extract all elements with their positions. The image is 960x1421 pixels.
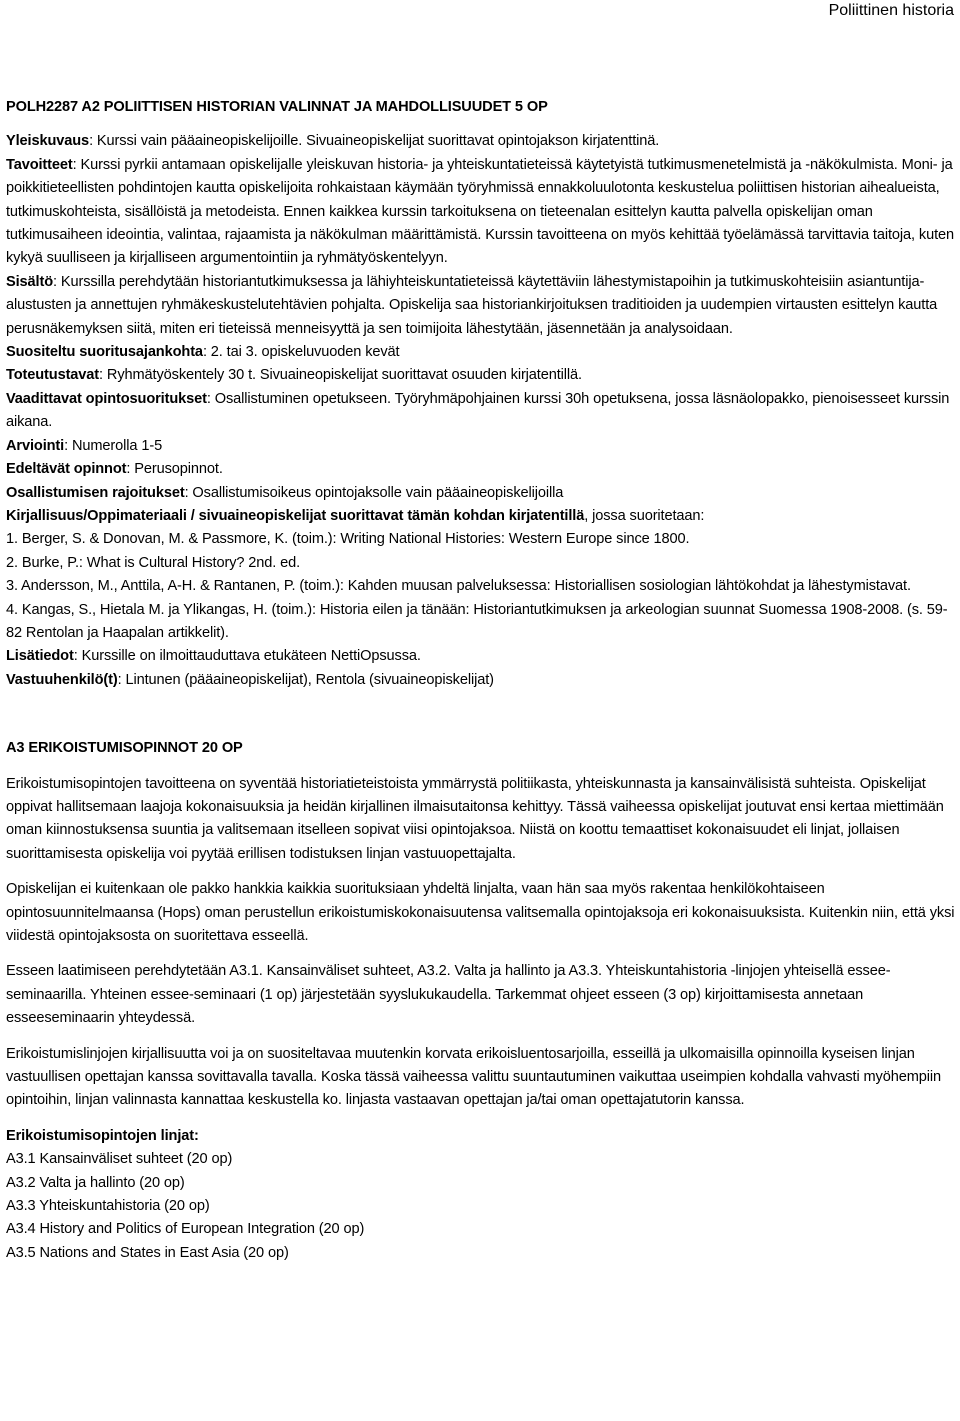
field-label: Vaadittavat opintosuoritukset (6, 390, 207, 407)
track-item: A3.4 History and Politics of European Integration (20 op) (6, 1221, 365, 1238)
section-title: A3 ERIKOISTUMISOPINNOT 20 OP (6, 740, 243, 757)
field-label: Yleiskuvaus (6, 133, 90, 150)
course-overview (6, 130, 958, 153)
course-grading (6, 435, 958, 458)
field-label: Lisätiedot (6, 648, 74, 665)
section-paragraph: Esseen laatimiseen perehdytetään A3.1. Kansainväliset suhteet, A3.2. Valta ja hallinto ja A3.3. Yhteiskuntahistoria -linjojen yhteisellä essee-seminaarilla. Yhteinen essee-seminaari (1 op) järjestetään syyslukukaudella. Tarkemmat ohjeet esseen (3 op) kirjoittamisesta annetaan esseeseminaarin yhteydessä. (6, 963, 891, 1027)
field-label: Tavoitteet (6, 156, 73, 173)
field-label: Osallistumisen rajoitukset (6, 484, 185, 501)
course-title: POLH2287 A2 POLIITTISEN HISTORIAN VALINNAT JA MAHDOLLISUUDET 5 OP (6, 99, 548, 115)
field-text: : Osallistuminen opetukseen. Työryhmäpohjainen kurssi 30h opetuksena, jossa läsnäolopakko, pienoisesseet kurssin aikana. (6, 390, 950, 431)
course-content (6, 271, 958, 341)
course-info (6, 645, 958, 668)
course-goals (6, 154, 958, 271)
track-item: A3.2 Valta ja hallinto (20 op) (6, 1174, 185, 1191)
section-paragraph: Erikoistumislinjojen kirjallisuutta voi ja on suositeltavaa muutenkin korvata erikoisluentosarjoilla, esseillä ja ulkomaisilla opinnoilla kyseisen linjan vastuullisen opettajan kanssa sovittavalla tavalla. Koska tässä vaiheessa valittu suuntautuminen vaikuttaa useimpien kohdalla vahvasti myöhempiin opintoihin, linjan valinnasta kannattaa keskustella ko. linjasta vastaavan opettajan ja/tai oman opettajatutorin kanssa. (6, 1045, 941, 1109)
book-item: 3. Andersson, M., Anttila, A-H. & Rantanen, P. (toim.): Kahden muusan palveluksessa: Historiallisen sosiologian lähtökohdat ja lähestymistavat. (6, 578, 911, 595)
track-item: A3.1 Kansainväliset suhteet (20 op) (6, 1151, 233, 1168)
field-label: Vastuuhenkilö(t) (6, 671, 118, 688)
field-text: : Perusopinnot. (126, 461, 223, 478)
book-item: 1. Berger, S. & Donovan, M. & Passmore, K. (toim.): Writing National Histories: Western Europe since 1800. (6, 531, 690, 548)
section-paragraph: Opiskelijan ei kuitenkaan ole pakko hankkia kaikkia suorituksiaan yhdeltä linjalta, vaan hän saa myös rakentaa henkilökohtaiseen opintosuunnitelmaansa (Hops) oman perustellun erikoistumiskokonaisuutensa valitsemalla opintojaksoja eri kokonaisuuksista. Kuitenkin niin, että yksi viidestä opintojaksosta on suoritettava esseellä. (6, 881, 955, 944)
section-paragraph: Erikoistumisopintojen tavoitteena on syventää historiatieteistoista ymmärrystä politiikasta, yhteiskunnasta ja kansainvälisistä suhteista. Opiskelijat oppivat hallitsemaan laajoja kokonaisuuksia ja heidän kirjallinen ilmaisutaitonsa kehittyy. Tässä vaiheessa opiskelijat joutuvat ensi kertaa miettimään oman kiinnostuksensa suuntia ja valitsemaan itselleen sopivat viisi opintojaksoa. Niistä on koottu temaattiset kokonaisuudet eli linjat, jollaisen suorittamisesta opiskelija voi pyytää erillisen todistuksen linjan vastuuopettajalta. (6, 775, 944, 862)
field-text: : Kurssi vain pääaineopiskelijoille. Sivuaineopiskelijat suorittavat opintojakson kirjatenttinä. (89, 133, 660, 150)
field-text: : 2. tai 3. opiskeluvuoden kevät (202, 344, 400, 361)
field-text: : Kurssille on ilmoittauduttava etukäteen NettiOpsussa. (73, 648, 421, 665)
field-label: Kirjallisuus/Oppimateriaali / sivuaineopiskelijat suorittavat tämän kohdan kirjatentillä (6, 507, 585, 524)
tracks-title (6, 1125, 958, 1148)
course-literature (6, 505, 958, 528)
document-body (6, 96, 958, 1265)
field-text: : Numerolla 1-5 (64, 437, 163, 454)
field-label: Sisältö (6, 273, 54, 290)
field-label: Arviointi (6, 437, 65, 454)
field-label: Suositeltu suoritusajankohta (6, 344, 203, 361)
field-text: : Ryhmätyöskentely 30 t. Sivuaineopiskelijat suorittavat osuuden kirjatentillä. (99, 367, 582, 384)
course-implementation (6, 364, 958, 387)
page-header: Poliittinen historia (828, 2, 954, 19)
book-item: 4. Kangas, S., Hietala M. ja Ylikangas, H. (toim.): Historia eilen ja tänään: Historiantutkimuksen ja arkeologian suunnat Suomessa 1908-2008. (s. 59-82 Rentolan ja Haapalan artikkelit). (6, 601, 948, 641)
book-item: 2. Burke, P.: What is Cultural History? 2nd. ed. (6, 554, 301, 571)
tracks-title-text: Erikoistumisopintojen linjat: (6, 1127, 199, 1144)
field-label: Edeltävät opinnot (6, 461, 127, 478)
track-item: A3.3 Yhteiskuntahistoria (20 op) (6, 1198, 210, 1215)
course-timing (6, 341, 958, 364)
course-requirements (6, 388, 958, 435)
course-restrictions (6, 482, 958, 505)
course-responsible (6, 669, 958, 692)
field-label: Toteutustavat (6, 367, 100, 384)
course-prerequisites (6, 458, 958, 481)
field-text: , jossa suoritetaan: (584, 507, 705, 524)
track-item: A3.5 Nations and States in East Asia (20 op) (6, 1244, 289, 1261)
field-text: : Lintunen (pääaineopiskelijat), Rentola (sivuaineopiskelijat) (117, 671, 494, 688)
field-text: : Osallistumisoikeus opintojaksolle vain pääaineopiskelijoilla (184, 484, 564, 501)
field-text: : Kurssi pyrkii antamaan opiskelijalle yleiskuvan historia- ja yhteiskuntatieteissä käytetyistä tutkimusmenetelmistä ja -näkökulmista. Moni- ja poikkitieteellisten pohdintojen kautta opiskelijoita rohkaistaan käymään työryhmissä ennakkoluulotonta keskustelua poliittisen historian aihealueista, tutkimuskohteista, sisällöistä ja metodeista. Ennen kaikkea kurssin tarkoituksena on tieteenalan esittelyn kautta palvella opiskelijan oman tutkimusaiheen ideointia, valintaa, rajaamista ja näkökulman määrittämistä. Kurssin tavoitteena on myös kehittää työelämässä tarvittavia taitoja, kuten kykyä suulliseen ja kirjalliseen argumentointiin ja ryhmätyöskentelyyn. (6, 156, 954, 267)
field-text: : Kurssilla perehdytään historiantutkimuksessa ja lähiyhteiskuntatieteissä käytettäviin lähestymistapoihin ja tutkimuskohteisiin asiantuntija-alustusten ja annettujen ryhmäkeskustelutehtävien pohjalta. Opiskelija saa historiankirjoituksen traditioiden ja uudempien virtausten esittelyn kautta perusnäkemyksen siitä, miten eri tieteissä menneisyyttä ja sen toimijoita lähestytään, jäsennetään ja analysoidaan. (6, 273, 938, 337)
